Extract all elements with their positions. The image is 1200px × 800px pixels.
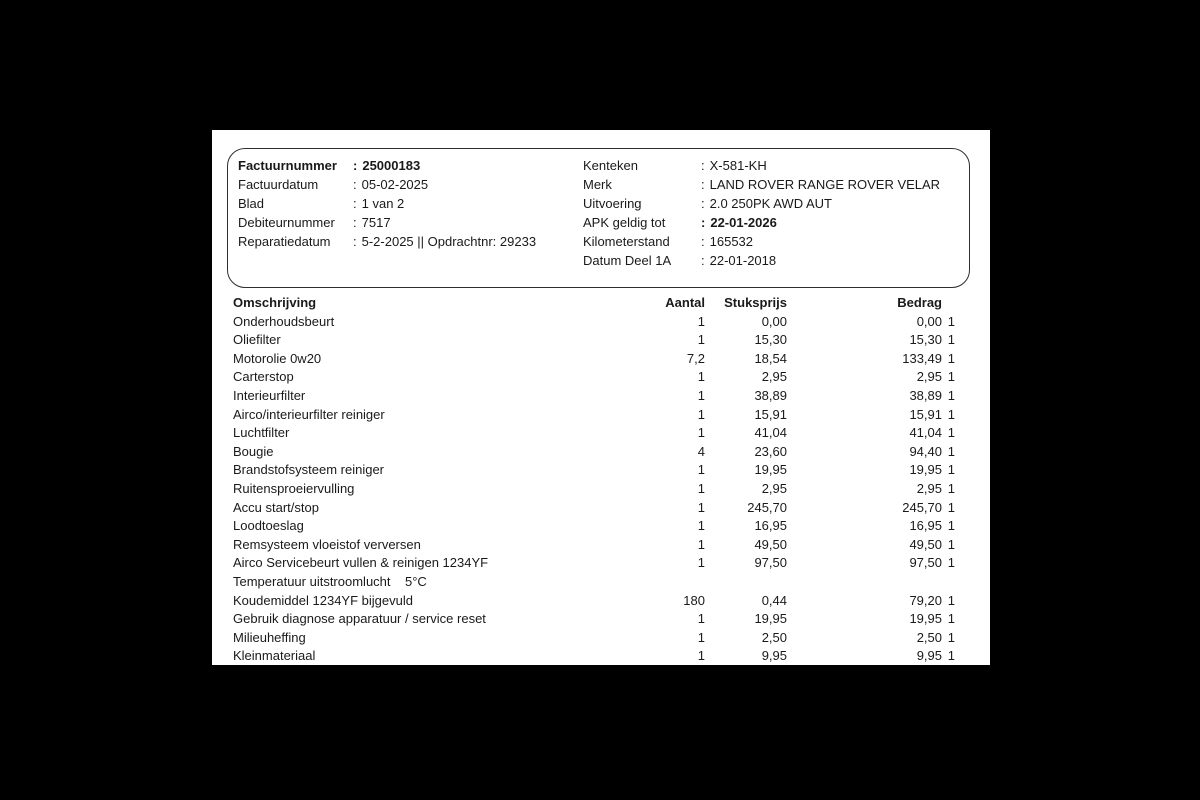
item-vat-code: 1 bbox=[947, 313, 955, 329]
item-description: Temperatuur uitstroomlucht 5°C bbox=[233, 573, 427, 589]
table-row bbox=[233, 629, 955, 648]
item-vat-code: 1 bbox=[947, 387, 955, 403]
info-label: Datum Deel 1A bbox=[583, 253, 672, 268]
info-label: Reparatiedatum bbox=[238, 234, 331, 249]
info-colon: : bbox=[353, 158, 358, 173]
table-row bbox=[233, 573, 955, 592]
item-description: Motorolie 0w20 bbox=[233, 350, 322, 366]
info-value: 5-2-2025 || Opdrachtnr: 29233 bbox=[361, 234, 537, 249]
table-row bbox=[233, 536, 955, 555]
item-quantity: 1 bbox=[697, 332, 705, 348]
table-row bbox=[233, 517, 955, 536]
info-label: Kilometerstand bbox=[583, 234, 670, 249]
info-label: APK geldig tot bbox=[583, 215, 666, 230]
item-amount: 97,50 bbox=[909, 555, 942, 571]
table-row bbox=[233, 480, 955, 499]
item-quantity: 1 bbox=[697, 648, 705, 664]
item-description: Accu start/stop bbox=[233, 499, 319, 515]
item-description: Ruitensproeiervulling bbox=[233, 480, 355, 496]
item-description: Gebruik diagnose apparatuur / service reset bbox=[233, 611, 486, 627]
item-description: Remsysteem vloeistof verversen bbox=[233, 536, 421, 552]
item-unit-price: 18,54 bbox=[754, 350, 787, 366]
item-unit-price: 2,50 bbox=[761, 629, 787, 645]
item-unit-price: 38,89 bbox=[754, 387, 787, 403]
table-header-row bbox=[233, 294, 955, 313]
item-quantity: 1 bbox=[697, 555, 705, 571]
item-unit-price: 15,91 bbox=[754, 406, 787, 422]
info-value: 25000183 bbox=[362, 158, 421, 173]
info-row bbox=[583, 156, 968, 175]
item-unit-price: 41,04 bbox=[754, 425, 787, 441]
item-amount: 41,04 bbox=[909, 425, 942, 441]
info-value: 22-01-2026 bbox=[710, 215, 777, 230]
item-description: Onderhoudsbeurt bbox=[233, 313, 335, 329]
column-header-stuksprijs: Stuksprijs bbox=[724, 295, 787, 310]
item-description: Koudemiddel 1234YF bijgevuld bbox=[233, 592, 413, 608]
item-quantity: 1 bbox=[697, 480, 705, 496]
table-row bbox=[233, 424, 955, 443]
item-amount bbox=[787, 573, 942, 592]
item-amount: 15,91 bbox=[909, 406, 942, 422]
info-value: 7517 bbox=[361, 215, 391, 230]
item-amount: 15,30 bbox=[909, 332, 942, 348]
item-vat-code: 1 bbox=[947, 648, 955, 664]
item-description: Airco/interieurfilter reiniger bbox=[233, 406, 385, 422]
info-colon: : bbox=[353, 215, 357, 230]
item-unit-price: 0,44 bbox=[761, 592, 787, 608]
item-description: Milieuheffing bbox=[233, 629, 306, 645]
info-label: Blad bbox=[238, 196, 265, 211]
item-amount: 19,95 bbox=[909, 462, 942, 478]
info-colon: : bbox=[701, 196, 705, 211]
info-value: 05-02-2025 bbox=[361, 177, 429, 192]
item-unit-price: 245,70 bbox=[747, 499, 787, 515]
table-row bbox=[233, 610, 955, 629]
table-row bbox=[233, 350, 955, 369]
item-unit-price: 49,50 bbox=[754, 536, 787, 552]
item-quantity: 1 bbox=[697, 536, 705, 552]
item-unit-price: 2,95 bbox=[761, 480, 787, 496]
table-row bbox=[233, 647, 955, 666]
info-value: LAND ROVER RANGE ROVER VELAR bbox=[709, 177, 941, 192]
item-amount: 94,40 bbox=[909, 443, 942, 459]
info-row bbox=[238, 213, 580, 232]
item-quantity bbox=[645, 573, 705, 592]
info-row bbox=[238, 156, 580, 175]
line-items-table bbox=[233, 294, 955, 666]
info-row bbox=[583, 194, 968, 213]
vehicle-details-column bbox=[583, 156, 968, 270]
table-row bbox=[233, 368, 955, 387]
item-description: Interieurfilter bbox=[233, 387, 306, 403]
item-unit-price: 0,00 bbox=[761, 313, 787, 329]
item-vat-code: 1 bbox=[947, 462, 955, 478]
item-description: Loodtoeslag bbox=[233, 518, 304, 534]
column-header-bedrag: Bedrag bbox=[897, 295, 942, 310]
item-amount: 9,95 bbox=[916, 648, 942, 664]
info-value: 165532 bbox=[709, 234, 754, 249]
info-label: Uitvoering bbox=[583, 196, 642, 211]
item-unit-price bbox=[705, 573, 787, 592]
item-amount: 16,95 bbox=[909, 518, 942, 534]
item-quantity: 1 bbox=[697, 499, 705, 515]
info-colon: : bbox=[701, 253, 705, 268]
table-row bbox=[233, 461, 955, 480]
table-row bbox=[233, 443, 955, 462]
item-vat-code: 1 bbox=[947, 499, 955, 515]
item-quantity: 1 bbox=[697, 611, 705, 627]
item-vat-code: 1 bbox=[947, 518, 955, 534]
item-description: Brandstofsysteem reiniger bbox=[233, 462, 385, 478]
info-row bbox=[583, 175, 968, 194]
item-description: Carterstop bbox=[233, 369, 294, 385]
info-value: 22-01-2018 bbox=[709, 253, 777, 268]
info-colon: : bbox=[701, 177, 705, 192]
item-unit-price: 2,95 bbox=[761, 369, 787, 385]
item-quantity: 180 bbox=[683, 592, 705, 608]
table-row bbox=[233, 387, 955, 406]
item-amount: 133,49 bbox=[902, 350, 942, 366]
info-colon: : bbox=[701, 158, 705, 173]
item-unit-price: 19,95 bbox=[754, 611, 787, 627]
item-quantity: 1 bbox=[697, 518, 705, 534]
table-row bbox=[233, 313, 955, 332]
item-unit-price: 15,30 bbox=[754, 332, 787, 348]
item-description: Bougie bbox=[233, 443, 274, 459]
item-amount: 2,50 bbox=[916, 629, 942, 645]
item-amount: 245,70 bbox=[902, 499, 942, 515]
item-vat-code: 1 bbox=[947, 555, 955, 571]
item-quantity: 7,2 bbox=[686, 350, 705, 366]
table-row bbox=[233, 499, 955, 518]
item-quantity: 4 bbox=[697, 443, 705, 459]
invoice-document bbox=[212, 130, 990, 665]
item-amount: 79,20 bbox=[909, 592, 942, 608]
item-vat-code: 1 bbox=[947, 332, 955, 348]
info-label: Factuurnummer bbox=[238, 158, 337, 173]
item-amount: 2,95 bbox=[916, 480, 942, 496]
item-unit-price: 97,50 bbox=[754, 555, 787, 571]
item-amount: 49,50 bbox=[909, 536, 942, 552]
item-description: Kleinmateriaal bbox=[233, 648, 316, 664]
item-quantity: 1 bbox=[697, 462, 705, 478]
item-amount: 2,95 bbox=[916, 369, 942, 385]
item-vat-code: 1 bbox=[947, 443, 955, 459]
info-colon: : bbox=[353, 177, 357, 192]
item-description: Airco Servicebeurt vullen & reinigen 1234YF bbox=[233, 555, 489, 571]
info-value: X-581-KH bbox=[709, 158, 767, 173]
item-vat-code: 1 bbox=[947, 406, 955, 422]
item-quantity: 1 bbox=[697, 369, 705, 385]
info-row bbox=[238, 194, 580, 213]
info-value: 1 van 2 bbox=[361, 196, 405, 211]
item-quantity: 1 bbox=[697, 313, 705, 329]
item-amount: 0,00 bbox=[916, 313, 942, 329]
item-vat-code: 1 bbox=[947, 480, 955, 496]
info-row bbox=[583, 251, 968, 270]
item-description: Oliefilter bbox=[233, 332, 281, 348]
item-vat-code: 1 bbox=[947, 592, 955, 608]
item-quantity: 1 bbox=[697, 425, 705, 441]
table-row bbox=[233, 592, 955, 611]
table-row bbox=[233, 554, 955, 573]
item-quantity: 1 bbox=[697, 629, 705, 645]
column-header-vat-code bbox=[942, 294, 955, 313]
column-header-omschrijving: Omschrijving bbox=[233, 295, 317, 310]
item-unit-price: 19,95 bbox=[754, 462, 787, 478]
info-value: 2.0 250PK AWD AUT bbox=[709, 196, 832, 211]
info-row bbox=[238, 232, 580, 251]
info-colon: : bbox=[353, 196, 357, 211]
info-label: Factuurdatum bbox=[238, 177, 319, 192]
info-colon: : bbox=[701, 234, 705, 249]
info-colon: : bbox=[701, 215, 706, 230]
item-vat-code: 1 bbox=[947, 350, 955, 366]
item-amount: 38,89 bbox=[909, 387, 942, 403]
item-vat-code: 1 bbox=[947, 425, 955, 441]
info-row bbox=[583, 232, 968, 251]
info-label: Debiteurnummer bbox=[238, 215, 335, 230]
table-row bbox=[233, 331, 955, 350]
info-row bbox=[583, 213, 968, 232]
item-vat-code: 1 bbox=[947, 536, 955, 552]
column-header-aantal: Aantal bbox=[665, 295, 705, 310]
item-unit-price: 23,60 bbox=[754, 443, 787, 459]
invoice-details-column bbox=[238, 156, 580, 251]
info-label: Kenteken bbox=[583, 158, 638, 173]
info-colon: : bbox=[353, 234, 357, 249]
item-vat-code bbox=[942, 573, 955, 592]
info-label: Merk bbox=[583, 177, 612, 192]
item-unit-price: 16,95 bbox=[754, 518, 787, 534]
table-row bbox=[233, 406, 955, 425]
item-unit-price: 9,95 bbox=[761, 648, 787, 664]
item-vat-code: 1 bbox=[947, 369, 955, 385]
item-quantity: 1 bbox=[697, 406, 705, 422]
item-quantity: 1 bbox=[697, 387, 705, 403]
info-row bbox=[238, 175, 580, 194]
item-vat-code: 1 bbox=[947, 629, 955, 645]
invoice-info-box bbox=[227, 148, 970, 288]
item-amount: 19,95 bbox=[909, 611, 942, 627]
item-description: Luchtfilter bbox=[233, 425, 290, 441]
item-vat-code: 1 bbox=[947, 611, 955, 627]
